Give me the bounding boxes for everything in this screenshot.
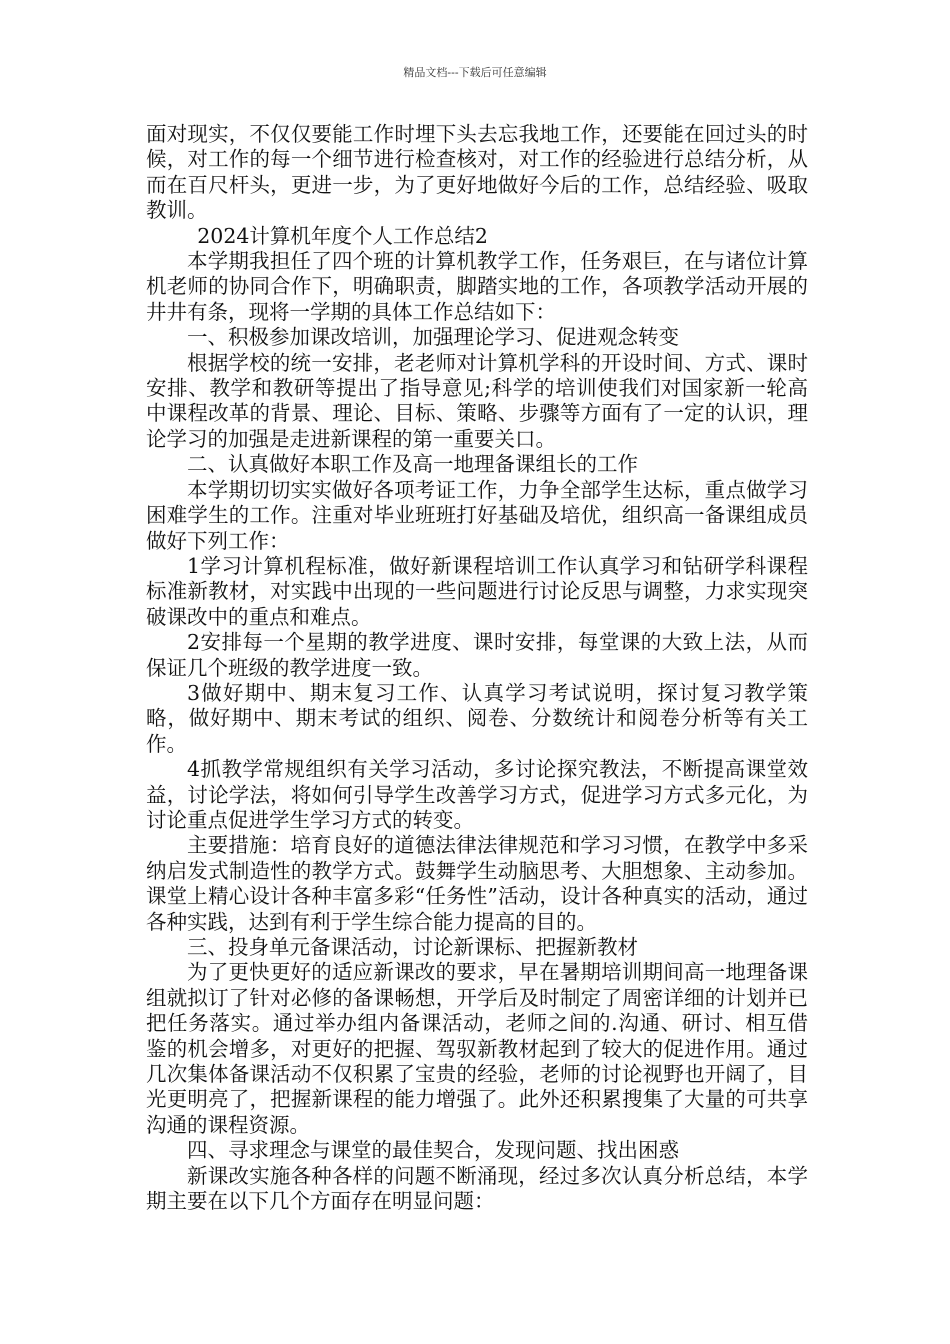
page-header: 精品文档---下载后可任意编辑 (403, 66, 547, 79)
list-item-3: 3做好期中、期末复习工作、认真学习考试说明，探讨复习教学策略，做好期中、期末考试的组织、阅卷、分数统计和阅卷分析等有关工作。 (146, 680, 808, 756)
paragraph: 为了更快更好的适应新课改的要求，早在暑期培训期间高一地理备课组就拟订了针对必修的备课畅想，开学后及时制定了周密详细的计划并已把任务落实。通过举办组内备课活动，老师之间的.沟通、研讨、相互借鉴的机会增多，对更好的把握、驾驭新教材起到了较大的促进作用。通过几次集体备课活动不仅积累了宝贵的经验，老师的讨论视野也开阔了，目光更明亮了，把握新课程的能力增强了。此外还积累搜集了大量的可共享沟通的课程资源。 (146, 960, 808, 1137)
paragraph: 本学期切切实实做好各项考证工作，力争全部学生达标，重点做学习困难学生的工作。注重对毕业班班打好基础及培优，组织高一备课组成员做好下列工作： (146, 477, 808, 553)
section-heading-4: 四、寻求理念与课堂的最佳契合，发现问题、找出困惑 (187, 1138, 679, 1163)
paragraph-measures: 主要措施：培育良好的道德法律法律规范和学习习惯，在教学中多采纳启发式制造性的教学方式。鼓舞学生动脑思考、大胆想象、主动参加。课堂上精心设计各种丰富多彩“任务性”活动，设计各种真实的活动，通过各种实践，达到有利于学生综合能力提高的目的。 (146, 833, 808, 934)
paragraph: 根据学校的统一安排，老老师对计算机学科的开设时间、方式、课时安排、教学和教研等提出了指导意见;科学的培训使我们对国家新一轮高中课程改革的背景、理论、目标、策略、步骤等方面有了一定的认识，理论学习的加强是走进新课程的第一重要关口。 (146, 350, 808, 451)
list-item-2: 2安排每一个星期的教学进度、课时安排，每堂课的大致上法，从而保证几个班级的教学进度一致。 (146, 630, 808, 680)
document-body (146, 122, 808, 1214)
paragraph: 新课改实施各种各样的问题不断涌现，经过多次认真分析总结，本学期主要在以下几个方面存在明显问题： (146, 1163, 808, 1214)
paragraph: 本学期我担任了四个班的计算机教学工作，任务艰巨，在与诸位计算机老师的协同合作下，明确职责，脚踏实地的工作，各项教学活动开展的井井有条，现将一学期的具体工作总结如下： (146, 249, 808, 324)
section-heading-2: 二、认真做好本职工作及高一地理备课组长的工作 (187, 452, 638, 477)
list-item-4: 4抓教学常规组织有关学习活动，多讨论探究教法，不断提高课堂效益，讨论学法，将如何引导学生改善学习方式，促进学习方式多元化，为讨论重点促进学生学习方式的转变。 (146, 757, 808, 832)
section-title: 2024计算机年度个人工作总结2 (197, 223, 488, 248)
paragraph-intro: 面对现实，不仅仅要能工作时埋下头去忘我地工作，还要能在回过头的时候，对工作的每一个细节进行检查核对，对工作的经验进行总结分析，从而在百尺杆头，更进一步，为了更好地做好今后的工作，总结经验、吸取教训。 (146, 122, 808, 223)
list-item-1: 1学习计算机程标准，做好新课程培训工作认真学习和钻研学科课程标准新教材，对实践中出现的一些问题进行讨论反思与调整，力求实现突破课改中的重点和难点。 (146, 553, 808, 629)
section-heading-3: 三、投身单元备课活动，讨论新课标、把握新教材 (187, 935, 638, 959)
section-heading-1: 一、积极参加课改培训，加强理论学习、促进观念转变 (187, 325, 679, 350)
